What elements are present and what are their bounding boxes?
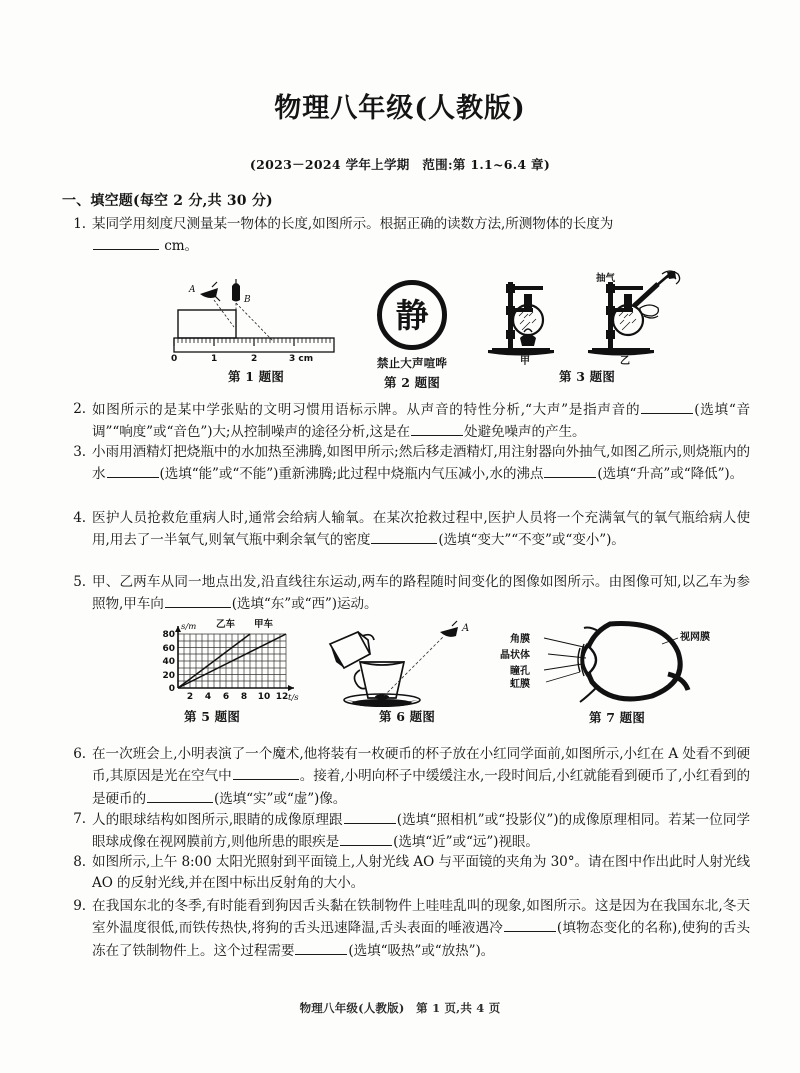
figure-7	[492, 616, 742, 726]
figure-1-caption: 第 1 题图	[227, 369, 285, 384]
question-7-part2: (选填“照相机”或“投影仪”)的成像原理相同。若某一位同学眼球成像在视网膜前方,则他所患的眼疾是	[92, 812, 750, 851]
muscle-lower	[580, 686, 598, 702]
svg-text:12: 12	[275, 692, 289, 702]
eye-b-label: B	[244, 295, 251, 305]
question-6-part3: (选填“实”或“虚”)像。	[213, 790, 347, 807]
figure-3-label-jia: 甲	[520, 356, 530, 366]
series-label-jia: 甲车	[254, 619, 274, 630]
question-8-text: 如图所示,上午 8:00 太阳光照射到平面镜上,人射光线 AO 与平面镜的夹角为 30°。请在图中作出此时人射光线 AO 的反射光线,并在图中标出反射角的大小。	[92, 854, 750, 892]
page-footer: 物理八年级(人教版) 第 1 页,共 4 页	[299, 1001, 501, 1015]
question-1	[62, 214, 750, 258]
label-lens: 晶状体	[500, 650, 530, 661]
svg-text:8: 8	[240, 692, 248, 702]
question-1-part2: cm。	[164, 238, 199, 255]
coin-icon	[375, 694, 389, 699]
ruler-tick-label-3: 3 cm	[289, 354, 314, 364]
svg-text:20: 20	[162, 671, 175, 681]
question-2-number: 2.	[73, 401, 86, 417]
label-cornea: 角膜	[510, 634, 530, 645]
muscle-upper	[584, 628, 600, 633]
figure-3-label-yi: 乙	[620, 356, 630, 366]
question-9-text	[92, 896, 750, 962]
distance-time-graph	[112, 618, 312, 708]
question-4-part1: 医护人员抢救危重病人时,通常会给病人输氧。在某次抢救过程中,医护人员将一个充满氧气的氧气瓶给病人使用,用去了一半氧气,则氧气瓶中剩余氧气的密度	[92, 510, 750, 549]
quiet-sign-caption: 禁止大声喧哗	[376, 356, 448, 370]
question-2-text	[92, 399, 750, 444]
figure-7-caption: 第 7 题图	[588, 710, 646, 725]
figure-3-caption: 第 3 题图	[558, 369, 616, 384]
question-2	[62, 399, 750, 444]
eye-b-icon	[232, 279, 240, 302]
figure-row-2	[62, 618, 750, 738]
cup-icon	[354, 662, 404, 698]
ruler-measurement-diagram	[156, 270, 356, 365]
svg-text:60: 60	[162, 644, 175, 654]
question-9-number: 9.	[73, 898, 86, 914]
svg-text:10: 10	[257, 692, 271, 702]
question-4	[62, 508, 750, 552]
question-7-text	[92, 809, 750, 854]
answer-blank[interactable]	[544, 463, 596, 478]
page-subtitle: (2023－2024 学年上学期 范围:第 1.1~6.4 章)	[249, 157, 551, 172]
x-axis-arrow	[288, 685, 294, 691]
question-1-number: 1.	[73, 216, 86, 232]
question-7-part1: 人的眼球结构如图所示,眼睛的成像原理跟	[92, 812, 343, 828]
question-8	[62, 852, 750, 895]
question-5-part1: 甲、乙两车从同一地点出发,沿直线往东运动,两车的路程随时间变化的图像如图所示。由图像可知,以乙车为参照物,甲车向	[92, 574, 750, 613]
eye-icon	[440, 621, 458, 637]
answer-blank[interactable]	[165, 593, 231, 608]
figure-2	[342, 280, 482, 391]
lens-shape	[583, 646, 596, 674]
ruler-tick-label-1: 1	[211, 354, 218, 364]
question-5-number: 5.	[73, 574, 86, 590]
answer-blank[interactable]	[411, 421, 463, 436]
question-6-part2: 。接着,小明向杯子中缓缓注水,一段时间后,小红就能看到硬币了,小红看到的是硬币的	[92, 768, 750, 807]
question-4-part2: (选填“变大”“不变”或“变小”)。	[438, 532, 625, 549]
svg-text:80: 80	[162, 630, 175, 640]
answer-blank[interactable]	[641, 399, 693, 414]
question-6	[62, 744, 750, 810]
eyeball-anatomy-diagram	[492, 616, 742, 708]
question-2-part3: 处避免噪声的产生。	[464, 424, 586, 441]
eye-a-icon	[200, 282, 220, 301]
question-3-number: 3.	[73, 444, 86, 460]
y-axis-tick-labels	[162, 630, 175, 694]
question-3-text	[92, 442, 750, 486]
eye-a-label: A	[189, 285, 196, 295]
figure-row-1	[62, 270, 750, 390]
question-9	[62, 896, 750, 962]
question-5	[62, 572, 750, 616]
question-1-part1: 某同学用刻度尺测量某一物体的长度,如图所示。根据正确的读数方法,所测物体的长度为	[92, 216, 614, 232]
answer-blank[interactable]	[340, 831, 392, 846]
eye-label-a: A	[462, 623, 470, 634]
x-axis-label: t/s	[288, 693, 299, 703]
question-3	[62, 442, 750, 486]
ruler-tick-label-0: 0	[171, 354, 178, 364]
answer-blank[interactable]	[371, 529, 437, 544]
question-3-part3: (选填“升高”或“降低”)。	[597, 466, 744, 483]
figure-5-caption: 第 5 题图	[183, 709, 241, 724]
figure-6-caption: 第 6 题图	[378, 709, 436, 724]
question-6-number: 6.	[73, 746, 86, 762]
question-7-part3: (选填“近”或“远”)视眼。	[393, 834, 539, 851]
quiet-sign-glyph: 静	[395, 295, 429, 335]
series-label-yi: 乙车	[216, 619, 236, 630]
question-5-text	[92, 572, 750, 616]
question-4-text	[92, 508, 750, 552]
figure-5	[112, 618, 312, 725]
answer-blank[interactable]	[344, 809, 396, 824]
x-axis-tick-labels	[187, 692, 288, 702]
question-9-part2: (填物态变化的名称),使狗的舌头冻在了铁制物件上。这个过程需要	[92, 920, 751, 959]
section-heading-fill-in-blank: 一、填空题(每空 2 分,共 30 分)	[62, 193, 273, 209]
svg-text:40: 40	[162, 657, 175, 667]
figure-2-caption: 第 2 题图	[383, 375, 441, 390]
question-8-number: 8.	[73, 854, 86, 870]
question-6-part1: 在一次班会上,小明表演了一个魔术,他将装有一枚硬币的杯子放在小红同学面前,如图所示,小红在 A 处看不到硬币,其原因是光在空气中	[92, 746, 750, 785]
answer-blank[interactable]	[107, 463, 159, 478]
answer-blank[interactable]	[233, 765, 299, 780]
question-3-part1: 小雨用酒精灯把烧瓶中的水加热至沸腾,如图甲所示;然后移走酒精灯,用注射器向外抽气,如图乙所示,则烧瓶内的水	[92, 444, 750, 483]
svg-text:6: 6	[222, 692, 230, 702]
boiling-flask-apparatus-diagram	[462, 268, 712, 366]
question-2-part2: (选填“音调”“响度”或“音色”)大;从控制噪声的途径分析,这是在	[92, 402, 750, 441]
answer-blank[interactable]	[504, 917, 556, 932]
leader-lines	[544, 638, 678, 682]
answer-blank[interactable]	[295, 940, 347, 955]
answer-blank[interactable]	[93, 235, 159, 250]
sight-line	[384, 636, 444, 696]
y-axis-label: s/m	[181, 622, 197, 632]
cup-coin-refraction-diagram	[312, 618, 502, 708]
question-9-part3: (选填“吸热”或“放热”)。	[348, 942, 495, 959]
question-7	[62, 809, 750, 854]
answer-blank[interactable]	[147, 788, 213, 803]
question-3-part2: (选填“能”或“不能”)重新沸腾;此过程中烧瓶内气压减小,水的沸点	[159, 466, 544, 483]
question-5-part2: (选填“东”或“西”)运动。	[231, 596, 378, 613]
eyeball-outline	[586, 624, 680, 699]
quiet-sign-icon	[377, 280, 447, 350]
question-6-text	[92, 744, 750, 810]
apparatus-jia	[488, 282, 554, 356]
question-2-part1: 如图所示的是某中学张贴的文明习惯用语标示牌。从声音的特性分析,“大声”是指声音的	[92, 402, 641, 418]
svg-text:0: 0	[168, 684, 175, 694]
ruler-tick-label-2: 2	[251, 354, 258, 364]
question-7-number: 7.	[73, 811, 86, 827]
page-title: 物理八年级(人教版)	[274, 93, 526, 124]
pump-label: 抽气	[596, 273, 616, 284]
question-9-part1: 在我国东北的冬季,有时能看到狗因舌头黏在铁制物件上哇哇乱叫的现象,如图所示。这是因为在我国东北,冬天室外温度很低,而铁传热快,将狗的舌头迅速降温,舌头表面的唾液遇冷	[92, 898, 750, 937]
svg-text:4: 4	[204, 692, 212, 702]
figure-3	[462, 268, 712, 385]
label-retina: 视网膜	[680, 632, 710, 643]
question-4-number: 4.	[73, 510, 86, 526]
label-pupil: 瞳孔	[510, 666, 530, 677]
svg-text:2: 2	[186, 692, 194, 702]
question-1-text	[92, 214, 750, 258]
figure-6	[312, 618, 502, 725]
label-iris: 虹膜	[510, 679, 530, 690]
figure-1	[156, 270, 356, 385]
